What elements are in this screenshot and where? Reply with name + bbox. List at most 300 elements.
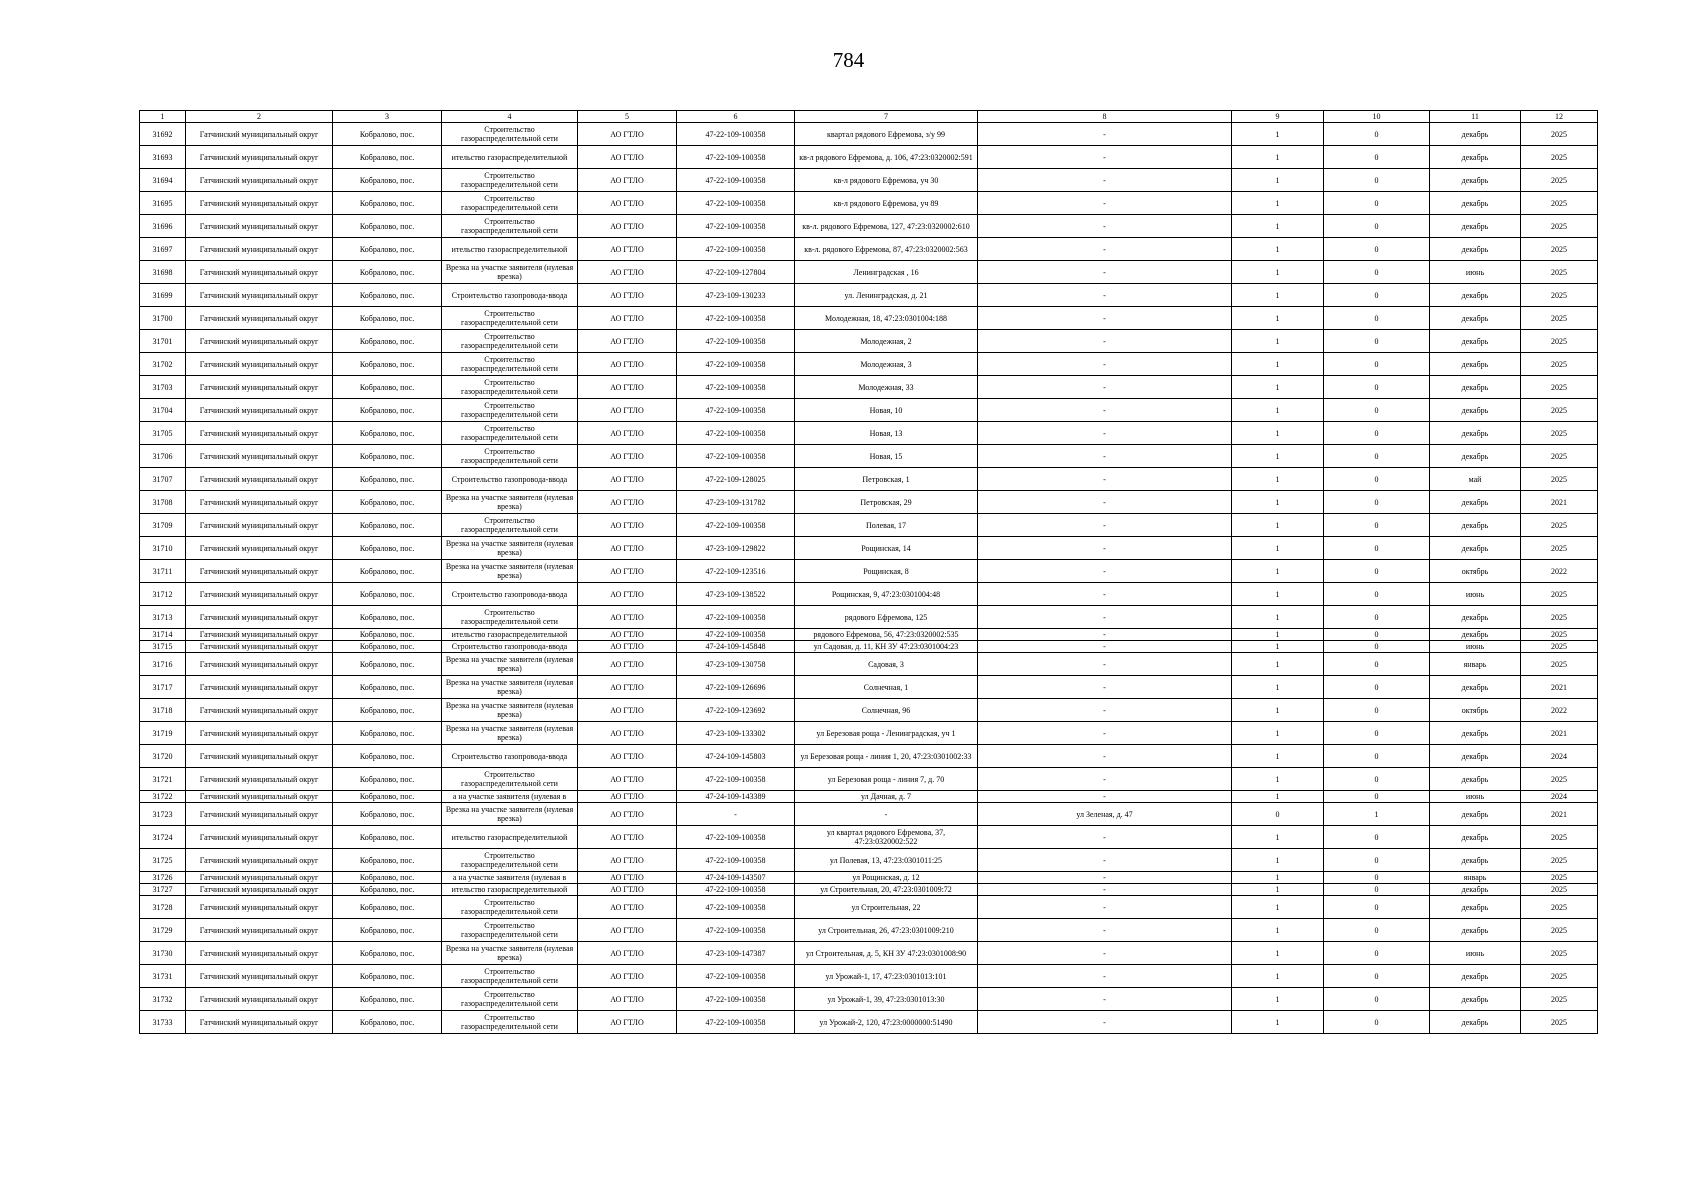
- column-8-cell: -: [978, 353, 1232, 376]
- address-cell: Петровская, 1: [795, 468, 978, 491]
- column-8-cell: -: [978, 919, 1232, 942]
- work-type-cell: Строительство газораспределительной сети: [442, 215, 578, 238]
- year-cell: 2025: [1521, 215, 1598, 238]
- column-10-cell: 0: [1324, 641, 1430, 653]
- settlement-cell: Кобралово, пос.: [333, 988, 442, 1011]
- settlement-cell: Кобралово, пос.: [333, 376, 442, 399]
- year-cell: 2025: [1521, 353, 1598, 376]
- column-10-cell: 0: [1324, 919, 1430, 942]
- district-cell: Гатчинский муниципальный округ: [186, 803, 333, 826]
- month-cell: декабрь: [1430, 722, 1521, 745]
- row-number-cell: 31719: [140, 722, 186, 745]
- work-type-cell: Врезка на участке заявителя (нулевая врезка): [442, 491, 578, 514]
- application-code-cell: 47-24-109-143507: [677, 872, 795, 884]
- address-cell: ул Березовая роща - линия 7, д. 70: [795, 768, 978, 791]
- settlement-cell: Кобралово, пос.: [333, 803, 442, 826]
- table-row: [140, 641, 1598, 653]
- column-9-cell: 1: [1232, 919, 1324, 942]
- year-cell: 2021: [1521, 803, 1598, 826]
- year-cell: 2022: [1521, 699, 1598, 722]
- organization-cell: АО ГТЛО: [578, 307, 677, 330]
- address-cell: Новая, 15: [795, 445, 978, 468]
- month-cell: июнь: [1430, 641, 1521, 653]
- application-code-cell: 47-22-109-100358: [677, 1011, 795, 1034]
- address-cell: Молодежная, 18, 47:23:0301004:188: [795, 307, 978, 330]
- column-10-cell: 0: [1324, 537, 1430, 560]
- table-row: [140, 896, 1598, 919]
- month-cell: октябрь: [1430, 560, 1521, 583]
- address-cell: ул Урожай-2, 120, 47:23:0000000:51490: [795, 1011, 978, 1034]
- district-cell: Гатчинский муниципальный округ: [186, 353, 333, 376]
- application-code-cell: 47-22-109-123692: [677, 699, 795, 722]
- column-header: 1: [140, 111, 186, 123]
- column-8-cell: -: [978, 307, 1232, 330]
- organization-cell: АО ГТЛО: [578, 896, 677, 919]
- column-10-cell: 0: [1324, 872, 1430, 884]
- column-10-cell: 0: [1324, 1011, 1430, 1034]
- column-9-cell: 1: [1232, 169, 1324, 192]
- month-cell: декабрь: [1430, 146, 1521, 169]
- month-cell: декабрь: [1430, 215, 1521, 238]
- row-number-cell: 31731: [140, 965, 186, 988]
- address-cell: Ленинградская , 16: [795, 261, 978, 284]
- table-row: [140, 722, 1598, 745]
- year-cell: 2025: [1521, 988, 1598, 1011]
- month-cell: декабрь: [1430, 192, 1521, 215]
- column-8-cell: -: [978, 988, 1232, 1011]
- table-row: [140, 965, 1598, 988]
- column-9-cell: 1: [1232, 399, 1324, 422]
- table-row: [140, 745, 1598, 768]
- year-cell: 2021: [1521, 722, 1598, 745]
- column-10-cell: 0: [1324, 965, 1430, 988]
- column-9-cell: 1: [1232, 768, 1324, 791]
- column-9-cell: 1: [1232, 123, 1324, 146]
- application-code-cell: 47-22-109-100358: [677, 445, 795, 468]
- organization-cell: АО ГТЛО: [578, 641, 677, 653]
- settlement-cell: Кобралово, пос.: [333, 791, 442, 803]
- organization-cell: АО ГТЛО: [578, 468, 677, 491]
- settlement-cell: Кобралово, пос.: [333, 307, 442, 330]
- table-row: [140, 468, 1598, 491]
- district-cell: Гатчинский муниципальный округ: [186, 330, 333, 353]
- application-code-cell: 47-22-109-127804: [677, 261, 795, 284]
- registry-table: [139, 110, 1598, 1034]
- application-code-cell: 47-23-109-130233: [677, 284, 795, 307]
- row-number-cell: 31696: [140, 215, 186, 238]
- organization-cell: АО ГТЛО: [578, 768, 677, 791]
- row-number-cell: 31717: [140, 676, 186, 699]
- settlement-cell: Кобралово, пос.: [333, 169, 442, 192]
- table-row: [140, 307, 1598, 330]
- organization-cell: АО ГТЛО: [578, 965, 677, 988]
- column-header: 2: [186, 111, 333, 123]
- work-type-cell: Строительство газораспределительной сети: [442, 422, 578, 445]
- year-cell: 2022: [1521, 560, 1598, 583]
- row-number-cell: 31694: [140, 169, 186, 192]
- column-10-cell: 0: [1324, 307, 1430, 330]
- column-9-cell: 1: [1232, 307, 1324, 330]
- settlement-cell: Кобралово, пос.: [333, 491, 442, 514]
- application-code-cell: 47-22-109-100358: [677, 514, 795, 537]
- address-cell: ул Березовая роща - Ленинградская, уч 1: [795, 722, 978, 745]
- application-code-cell: 47-24-109-143389: [677, 791, 795, 803]
- district-cell: Гатчинский муниципальный округ: [186, 307, 333, 330]
- settlement-cell: Кобралово, пос.: [333, 699, 442, 722]
- organization-cell: АО ГТЛО: [578, 791, 677, 803]
- address-cell: ул Березовая роща - линия 1, 20, 47:23:0301002:33: [795, 745, 978, 768]
- application-code-cell: 47-22-109-123516: [677, 560, 795, 583]
- column-header: 8: [978, 111, 1232, 123]
- column-10-cell: 0: [1324, 123, 1430, 146]
- column-9-cell: 1: [1232, 353, 1324, 376]
- district-cell: Гатчинский муниципальный округ: [186, 791, 333, 803]
- column-header: 5: [578, 111, 677, 123]
- address-cell: кв-л рядового Ефремова, уч 30: [795, 169, 978, 192]
- table-row: [140, 537, 1598, 560]
- year-cell: 2025: [1521, 146, 1598, 169]
- address-cell: Солнечная, 1: [795, 676, 978, 699]
- month-cell: декабрь: [1430, 676, 1521, 699]
- column-10-cell: 0: [1324, 791, 1430, 803]
- address-cell: ул квартал рядового Ефремова, 37, 47:23:0320002:522: [795, 826, 978, 849]
- application-code-cell: 47-22-109-100358: [677, 169, 795, 192]
- year-cell: 2025: [1521, 919, 1598, 942]
- work-type-cell: Строительство газораспределительной сети: [442, 849, 578, 872]
- year-cell: 2025: [1521, 583, 1598, 606]
- table-row: [140, 629, 1598, 641]
- year-cell: 2025: [1521, 884, 1598, 896]
- work-type-cell: Строительство газораспределительной сети: [442, 919, 578, 942]
- application-code-cell: 47-22-109-100358: [677, 629, 795, 641]
- column-8-cell: -: [978, 641, 1232, 653]
- settlement-cell: Кобралово, пос.: [333, 238, 442, 261]
- table-row: [140, 560, 1598, 583]
- table-row: [140, 215, 1598, 238]
- settlement-cell: Кобралово, пос.: [333, 146, 442, 169]
- table-row: [140, 872, 1598, 884]
- settlement-cell: Кобралово, пос.: [333, 722, 442, 745]
- table-row: [140, 606, 1598, 629]
- table-row: [140, 399, 1598, 422]
- organization-cell: АО ГТЛО: [578, 123, 677, 146]
- district-cell: Гатчинский муниципальный округ: [186, 583, 333, 606]
- column-10-cell: 0: [1324, 169, 1430, 192]
- column-8-cell: -: [978, 123, 1232, 146]
- application-code-cell: 47-22-109-126696: [677, 676, 795, 699]
- organization-cell: АО ГТЛО: [578, 1011, 677, 1034]
- work-type-cell: Строительство газораспределительной сети: [442, 307, 578, 330]
- column-8-cell: -: [978, 942, 1232, 965]
- month-cell: октябрь: [1430, 699, 1521, 722]
- application-code-cell: 47-22-109-100358: [677, 768, 795, 791]
- row-number-cell: 31728: [140, 896, 186, 919]
- work-type-cell: Врезка на участке заявителя (нулевая врезка): [442, 537, 578, 560]
- district-cell: Гатчинский муниципальный округ: [186, 215, 333, 238]
- year-cell: 2025: [1521, 399, 1598, 422]
- district-cell: Гатчинский муниципальный округ: [186, 146, 333, 169]
- row-number-cell: 31724: [140, 826, 186, 849]
- application-code-cell: 47-22-109-100358: [677, 988, 795, 1011]
- column-9-cell: 1: [1232, 942, 1324, 965]
- organization-cell: АО ГТЛО: [578, 699, 677, 722]
- column-8-cell: -: [978, 583, 1232, 606]
- application-code-cell: 47-24-109-145803: [677, 745, 795, 768]
- district-cell: Гатчинский муниципальный округ: [186, 884, 333, 896]
- address-cell: кв-л. рядового Ефремова, 127, 47:23:0320002:610: [795, 215, 978, 238]
- column-9-cell: 1: [1232, 537, 1324, 560]
- year-cell: 2025: [1521, 896, 1598, 919]
- table-row: [140, 261, 1598, 284]
- row-number-cell: 31722: [140, 791, 186, 803]
- month-cell: декабрь: [1430, 919, 1521, 942]
- month-cell: январь: [1430, 653, 1521, 676]
- application-code-cell: 47-22-109-100358: [677, 896, 795, 919]
- row-number-cell: 31706: [140, 445, 186, 468]
- settlement-cell: Кобралово, пос.: [333, 537, 442, 560]
- row-number-cell: 31711: [140, 560, 186, 583]
- month-cell: декабрь: [1430, 238, 1521, 261]
- table-row: [140, 238, 1598, 261]
- column-8-cell: -: [978, 445, 1232, 468]
- work-type-cell: Строительство газопровода-ввода: [442, 583, 578, 606]
- column-9-cell: 1: [1232, 514, 1324, 537]
- work-type-cell: Строительство газораспределительной сети: [442, 353, 578, 376]
- application-code-cell: 47-22-109-100358: [677, 606, 795, 629]
- month-cell: декабрь: [1430, 376, 1521, 399]
- organization-cell: АО ГТЛО: [578, 146, 677, 169]
- column-10-cell: 0: [1324, 468, 1430, 491]
- column-10-cell: 0: [1324, 560, 1430, 583]
- address-cell: Молодежная, 33: [795, 376, 978, 399]
- column-9-cell: 1: [1232, 445, 1324, 468]
- column-10-cell: 0: [1324, 399, 1430, 422]
- column-10-cell: 0: [1324, 722, 1430, 745]
- district-cell: Гатчинский муниципальный округ: [186, 422, 333, 445]
- table-row: [140, 422, 1598, 445]
- month-cell: декабрь: [1430, 1011, 1521, 1034]
- organization-cell: АО ГТЛО: [578, 261, 677, 284]
- row-number-cell: 31730: [140, 942, 186, 965]
- column-10-cell: 0: [1324, 491, 1430, 514]
- row-number-cell: 31698: [140, 261, 186, 284]
- month-cell: декабрь: [1430, 537, 1521, 560]
- settlement-cell: Кобралово, пос.: [333, 942, 442, 965]
- district-cell: Гатчинский муниципальный округ: [186, 376, 333, 399]
- work-type-cell: Врезка на участке заявителя (нулевая врезка): [442, 261, 578, 284]
- table-row: [140, 919, 1598, 942]
- month-cell: июнь: [1430, 791, 1521, 803]
- organization-cell: АО ГТЛО: [578, 284, 677, 307]
- column-9-cell: 1: [1232, 238, 1324, 261]
- row-number-cell: 31705: [140, 422, 186, 445]
- row-number-cell: 31707: [140, 468, 186, 491]
- address-cell: Молодежная, 3: [795, 353, 978, 376]
- column-9-cell: 1: [1232, 629, 1324, 641]
- settlement-cell: Кобралово, пос.: [333, 896, 442, 919]
- address-cell: Петровская, 29: [795, 491, 978, 514]
- year-cell: 2025: [1521, 872, 1598, 884]
- address-cell: Рощинская, 9, 47:23:0301004:48: [795, 583, 978, 606]
- district-cell: Гатчинский муниципальный округ: [186, 192, 333, 215]
- application-code-cell: 47-22-109-100358: [677, 422, 795, 445]
- column-8-cell: -: [978, 791, 1232, 803]
- organization-cell: АО ГТЛО: [578, 803, 677, 826]
- settlement-cell: Кобралово, пос.: [333, 919, 442, 942]
- application-code-cell: 47-23-109-130758: [677, 653, 795, 676]
- address-cell: ул Садовая, д. 11, КН ЗУ 47:23:0301004:23: [795, 641, 978, 653]
- application-code-cell: 47-23-109-129822: [677, 537, 795, 560]
- column-9-cell: 1: [1232, 676, 1324, 699]
- district-cell: Гатчинский муниципальный округ: [186, 468, 333, 491]
- table-row: [140, 653, 1598, 676]
- work-type-cell: ительство газораспределительной: [442, 238, 578, 261]
- row-number-cell: 31716: [140, 653, 186, 676]
- address-cell: Садовая, 3: [795, 653, 978, 676]
- column-9-cell: 1: [1232, 376, 1324, 399]
- work-type-cell: Врезка на участке заявителя (нулевая врезка): [442, 699, 578, 722]
- month-cell: декабрь: [1430, 422, 1521, 445]
- address-cell: кв-л рядового Ефремова, уч 89: [795, 192, 978, 215]
- year-cell: 2025: [1521, 537, 1598, 560]
- district-cell: Гатчинский муниципальный округ: [186, 169, 333, 192]
- column-9-cell: 1: [1232, 284, 1324, 307]
- address-cell: ул Дачная, д. 7: [795, 791, 978, 803]
- application-code-cell: 47-23-109-138522: [677, 583, 795, 606]
- month-cell: июнь: [1430, 261, 1521, 284]
- year-cell: 2025: [1521, 826, 1598, 849]
- month-cell: декабрь: [1430, 629, 1521, 641]
- settlement-cell: Кобралово, пос.: [333, 606, 442, 629]
- year-cell: 2025: [1521, 606, 1598, 629]
- year-cell: 2025: [1521, 123, 1598, 146]
- table-row: [140, 791, 1598, 803]
- district-cell: Гатчинский муниципальный округ: [186, 445, 333, 468]
- column-8-cell: -: [978, 722, 1232, 745]
- column-10-cell: 0: [1324, 942, 1430, 965]
- year-cell: 2025: [1521, 653, 1598, 676]
- month-cell: декабрь: [1430, 826, 1521, 849]
- column-8-cell: -: [978, 849, 1232, 872]
- settlement-cell: Кобралово, пос.: [333, 629, 442, 641]
- settlement-cell: Кобралово, пос.: [333, 215, 442, 238]
- column-9-cell: 1: [1232, 606, 1324, 629]
- organization-cell: АО ГТЛО: [578, 606, 677, 629]
- organization-cell: АО ГТЛО: [578, 192, 677, 215]
- application-code-cell: 47-22-109-128025: [677, 468, 795, 491]
- district-cell: Гатчинский муниципальный округ: [186, 514, 333, 537]
- year-cell: 2025: [1521, 445, 1598, 468]
- month-cell: декабрь: [1430, 330, 1521, 353]
- month-cell: декабрь: [1430, 123, 1521, 146]
- page-number: 784: [832, 48, 865, 72]
- application-code-cell: 47-22-109-100358: [677, 399, 795, 422]
- column-9-cell: 1: [1232, 988, 1324, 1011]
- settlement-cell: Кобралово, пос.: [333, 514, 442, 537]
- column-8-cell: -: [978, 884, 1232, 896]
- month-cell: декабрь: [1430, 768, 1521, 791]
- address-cell: ул Полевая, 13, 47:23:0301011:25: [795, 849, 978, 872]
- month-cell: декабрь: [1430, 606, 1521, 629]
- organization-cell: АО ГТЛО: [578, 745, 677, 768]
- year-cell: 2025: [1521, 965, 1598, 988]
- column-8-cell: -: [978, 376, 1232, 399]
- row-number-cell: 31713: [140, 606, 186, 629]
- column-10-cell: 0: [1324, 215, 1430, 238]
- table-row: [140, 192, 1598, 215]
- year-cell: 2025: [1521, 307, 1598, 330]
- row-number-cell: 31714: [140, 629, 186, 641]
- settlement-cell: Кобралово, пос.: [333, 192, 442, 215]
- work-type-cell: Строительство газораспределительной сети: [442, 965, 578, 988]
- address-cell: ул Урожай-1, 17, 47:23:0301013:101: [795, 965, 978, 988]
- year-cell: 2025: [1521, 629, 1598, 641]
- column-8-cell: -: [978, 629, 1232, 641]
- table-row: [140, 146, 1598, 169]
- settlement-cell: Кобралово, пос.: [333, 330, 442, 353]
- application-code-cell: 47-22-109-100358: [677, 123, 795, 146]
- month-cell: декабрь: [1430, 445, 1521, 468]
- column-10-cell: 0: [1324, 896, 1430, 919]
- table-row: [140, 353, 1598, 376]
- column-9-cell: 1: [1232, 215, 1324, 238]
- row-number-cell: 31729: [140, 919, 186, 942]
- organization-cell: АО ГТЛО: [578, 884, 677, 896]
- row-number-cell: 31695: [140, 192, 186, 215]
- settlement-cell: Кобралово, пос.: [333, 676, 442, 699]
- district-cell: Гатчинский муниципальный округ: [186, 919, 333, 942]
- table-row: [140, 699, 1598, 722]
- address-cell: Новая, 13: [795, 422, 978, 445]
- settlement-cell: Кобралово, пос.: [333, 872, 442, 884]
- work-type-cell: Строительство газораспределительной сети: [442, 123, 578, 146]
- table-row: [140, 942, 1598, 965]
- table-row: [140, 491, 1598, 514]
- column-8-cell: -: [978, 896, 1232, 919]
- row-number-cell: 31720: [140, 745, 186, 768]
- settlement-cell: Кобралово, пос.: [333, 445, 442, 468]
- application-code-cell: 47-23-109-133302: [677, 722, 795, 745]
- column-8-cell: -: [978, 826, 1232, 849]
- year-cell: 2025: [1521, 641, 1598, 653]
- year-cell: 2025: [1521, 284, 1598, 307]
- year-cell: 2024: [1521, 745, 1598, 768]
- district-cell: Гатчинский муниципальный округ: [186, 768, 333, 791]
- year-cell: 2025: [1521, 422, 1598, 445]
- organization-cell: АО ГТЛО: [578, 353, 677, 376]
- address-cell: ул. Ленинградская, д. 21: [795, 284, 978, 307]
- settlement-cell: Кобралово, пос.: [333, 965, 442, 988]
- column-8-cell: -: [978, 1011, 1232, 1034]
- table-header: [140, 111, 1598, 123]
- table-row: [140, 676, 1598, 699]
- column-8-cell: -: [978, 330, 1232, 353]
- application-code-cell: -: [677, 803, 795, 826]
- work-type-cell: а на участке заявителя (нулевая в: [442, 791, 578, 803]
- settlement-cell: Кобралово, пос.: [333, 768, 442, 791]
- address-cell: ул Строительная, 26, 47:23:0301009:210: [795, 919, 978, 942]
- organization-cell: АО ГТЛО: [578, 514, 677, 537]
- organization-cell: АО ГТЛО: [578, 445, 677, 468]
- district-cell: Гатчинский муниципальный округ: [186, 284, 333, 307]
- district-cell: Гатчинский муниципальный округ: [186, 896, 333, 919]
- column-10-cell: 0: [1324, 583, 1430, 606]
- work-type-cell: Врезка на участке заявителя (нулевая врезка): [442, 803, 578, 826]
- year-cell: 2025: [1521, 1011, 1598, 1034]
- year-cell: 2021: [1521, 491, 1598, 514]
- column-header: 12: [1521, 111, 1598, 123]
- work-type-cell: Строительство газораспределительной сети: [442, 988, 578, 1011]
